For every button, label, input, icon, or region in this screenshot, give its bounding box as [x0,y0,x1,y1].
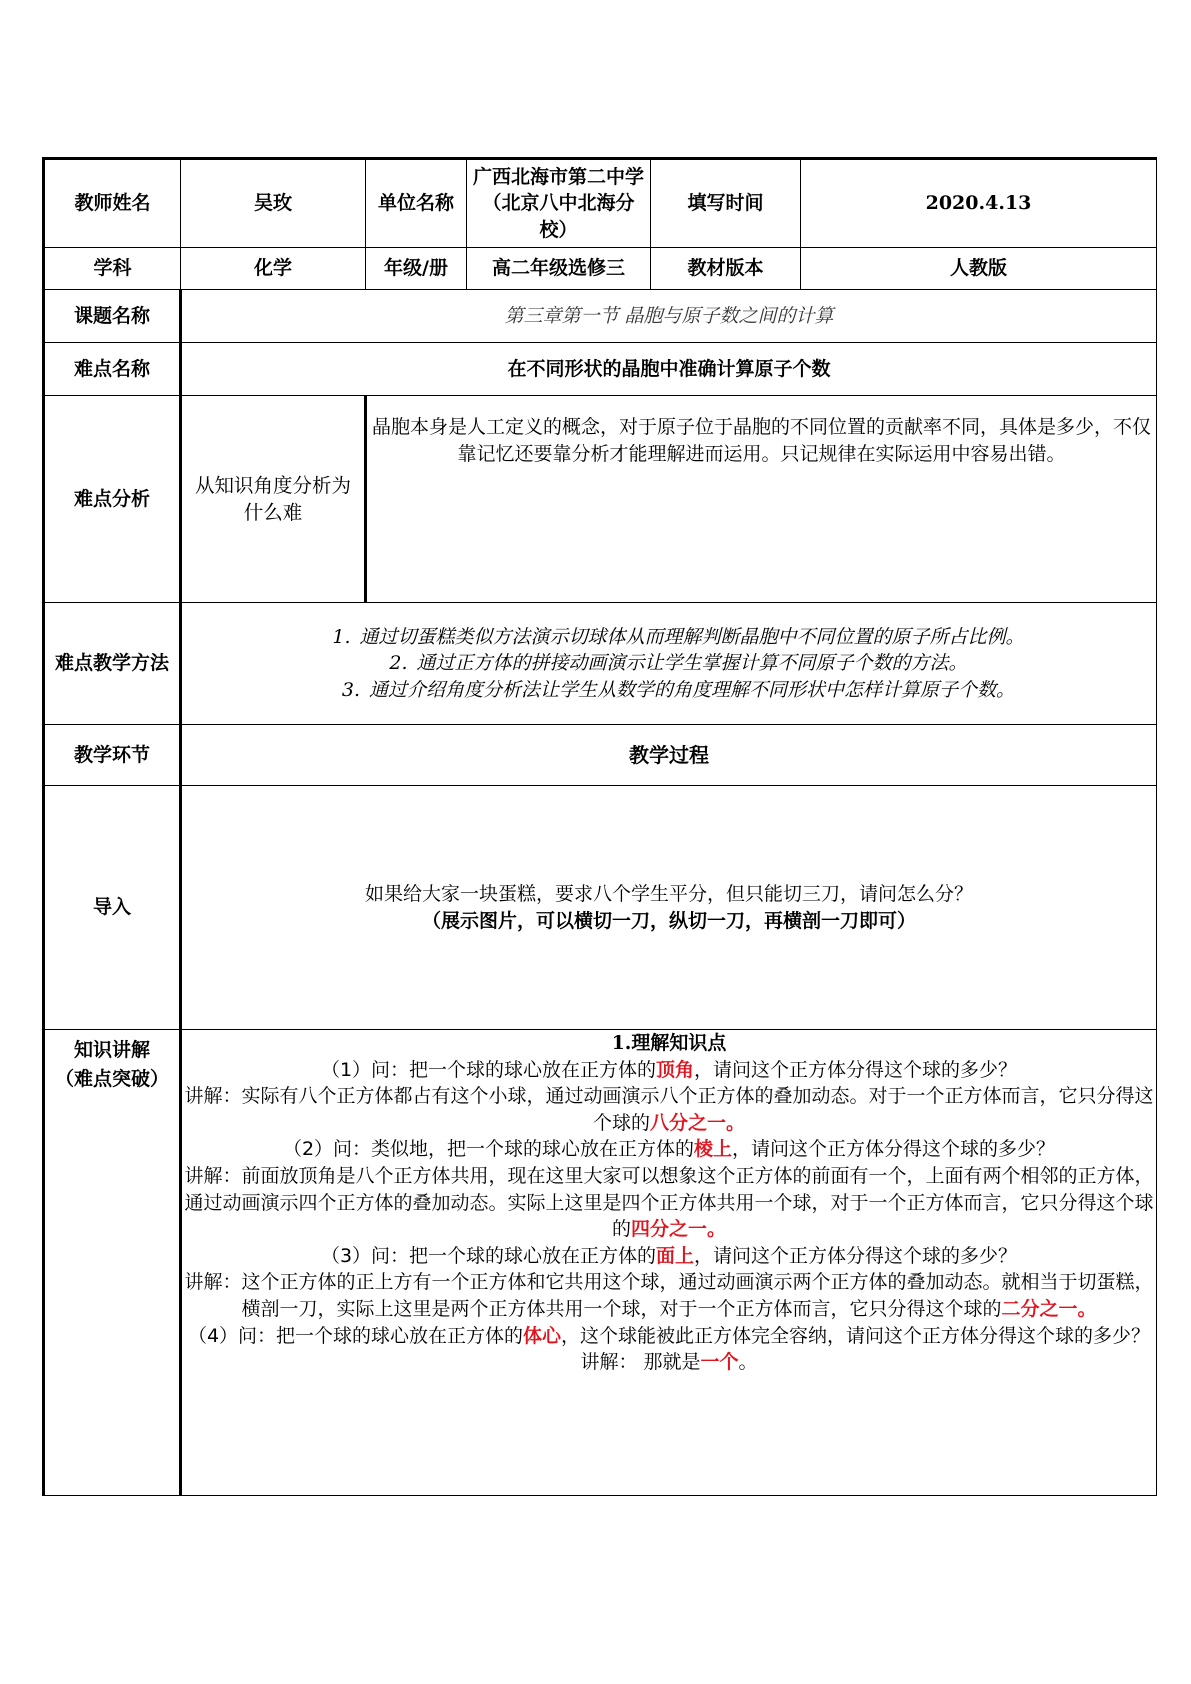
answer-1: 讲解：实际有八个正方体都占有这个小球，通过动画演示八个正方体的叠加动态。对于一个正方体而言，它只分得这个球的八分之一。 [184,1085,1154,1134]
analysis-paragraph: 晶胞本身是人工定义的概念，对于原子位于晶胞的不同位置的贡献率不同，具体是多少，不仅靠记忆还要靠分析才能理解进而运用。只记规律在实际运用中容易出错。 [371,416,1151,465]
edition-label: 教材版本 [651,248,801,290]
process-label: 教学环节 [44,725,181,786]
knowledge-label-line2: （难点突破） [54,1068,169,1091]
teacher-name-label: 教师姓名 [44,159,181,248]
difficulty-label: 难点名称 [44,343,181,396]
method-item: 2. 通过正方体的拼接动画演示让学生掌握计算不同原子个数的方法。 [389,652,968,675]
knowledge-heading: 1.理解知识点 [611,1032,727,1054]
knowledge-content [181,1030,1157,1496]
intro-hint: （展示图片，可以横切一刀，纵切一刀，再横剖一刀即可） [421,909,916,932]
question-1: （1）问：把一个球的球心放在正方体的顶角，请问这个正方体分得这个球的多少？ [320,1058,1018,1081]
topic-label: 课题名称 [44,290,181,343]
edition-value: 人教版 [801,248,1157,290]
unit-name-value: 广西北海市第二中学（北京八中北海分校） [467,159,651,248]
grade-label: 年级/册 [366,248,467,290]
teacher-name-value: 吴玫 [181,159,366,248]
intro-content [181,786,1157,1030]
answer-2: 讲解：前面放顶角是八个正方体共用，现在这里大家可以想象这个正方体的前面有一个，上面有两个相邻的正方体，通过动画演示四个正方体的叠加动态。实际上这里是四个正方体共用一个球，对于一个正方体而言，它只分得这个球的四分之一。 [184,1164,1154,1241]
methods-list [181,603,1157,725]
knowledge-label-line1: 知识讲解 [73,1039,150,1061]
question-3: （3）问：把一个球的球心放在正方体的面上，请问这个正方体分得这个球的多少？ [320,1244,1018,1267]
difficulty-value: 在不同形状的晶胞中准确计算原子个数 [181,343,1157,396]
methods-label: 难点教学方法 [44,603,181,725]
method-item: 3. 通过介绍角度分析法让学生从数学的角度理解不同形状中怎样计算原子个数。 [341,678,1015,701]
analysis-sub-label: 从知识角度分析为什么难 [181,396,366,603]
question-4: （4）问：把一个球的球心放在正方体的体心，这个球能被此正方体完全容纳，请问这个正方体分得这个球的多少？ [187,1324,1151,1347]
lesson-plan-table [42,157,1157,1496]
subject-label: 学科 [44,248,181,290]
topic-value: 第三章第一节 晶胞与原子数之间的计算 [181,290,1157,343]
knowledge-label [44,1030,181,1496]
answer-4: 讲解： 那就是一个。 [580,1351,758,1374]
subject-value: 化学 [181,248,366,290]
intro-label: 导入 [44,786,181,1030]
intro-question: 如果给大家一块蛋糕，要求八个学生平分，但只能切三刀，请问怎么分？ [364,882,973,905]
answer-3: 讲解：这个正方体的正上方有一个正方体和它共用这个球，通过动画演示两个正方体的叠加动态。就相当于切蛋糕，横剖一刀，实际上这里是两个正方体共用一个球，对于一个正方体而言，它只分得这个球的二分之一。 [184,1271,1154,1320]
process-value: 教学过程 [181,725,1157,786]
question-2: （2）问：类似地，把一个球的球心放在正方体的棱上，请问这个正方体分得这个球的多少？ [282,1138,1056,1161]
method-item: 1. 通过切蛋糕类似方法演示切球体从而理解判断晶胞中不同位置的原子所占比例。 [332,625,1025,648]
fill-date-label: 填写时间 [651,159,801,248]
fill-date-value: 2020.4.13 [801,159,1157,248]
unit-name-label: 单位名称 [366,159,467,248]
analysis-text [366,396,1157,603]
grade-value: 高二年级选修三 [467,248,651,290]
analysis-label: 难点分析 [44,396,181,603]
